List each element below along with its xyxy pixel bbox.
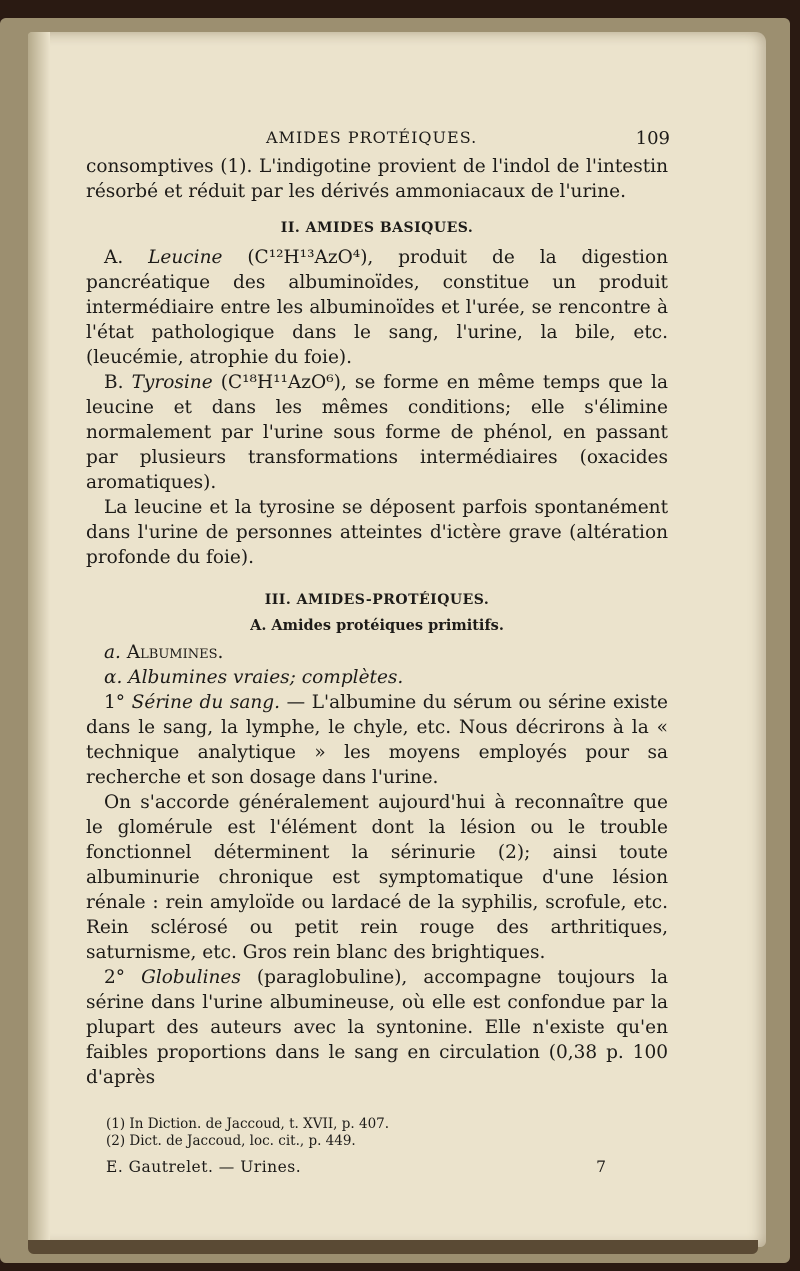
paragraph-glomerule: On s'accorde généralement aujourd'hui à reconnaître que le glomérule est l'élément dont la lésion ou le trouble fonctionnel déterminent la sérinurie (2); ainsi toute albuminurie chronique est symptomatique d'une lésion rénale : rein amyloïde ou lardacé de la syphilis, scrofule, etc. Rein sclérosé ou petit rein rouge des arthritiques, saturnisme, etc. Gros rein blanc des brightiques.: [86, 792, 668, 963]
item-albumines-vraies: [86, 665, 668, 690]
leucine-name: Leucine: [148, 247, 223, 268]
paragraph-tyrosine: [86, 370, 668, 495]
serine-text: — L'albumine du sérum ou sérine existe dans le sang, la lymphe, le chyle, etc. Nous décrirons à la « technique analytique » les moyens employés pour sa recherche et son dosage dans l'urine.: [86, 692, 668, 788]
running-head: [86, 122, 668, 152]
paragraph-deposit: La leucine et la tyrosine se déposent parfois spontanément dans l'urine de personnes atteintes d'ictère grave (altération profonde du foie).: [86, 497, 668, 568]
footnote: (1) In Diction. de Jaccoud, t. XVII, p. 407.: [106, 1116, 390, 1132]
page-content: [86, 122, 668, 1180]
paragraph-intro: consomptives (1). L'indigotine provient de l'indol de l'intestin résorbé et réduit par les dérivés ammoniacaux de l'urine.: [86, 156, 668, 202]
tyrosine-label: B.: [104, 372, 132, 393]
item-a-label: a.: [104, 642, 127, 663]
tyrosine-name: Tyrosine: [131, 372, 213, 393]
paragraph-globulines: [86, 965, 668, 1090]
running-head-title: AMIDES PROTÉIQUES.: [266, 128, 478, 147]
section-title-amides-basiques: II. AMIDES BASIQUES.: [280, 220, 474, 236]
tyrosine-text: (C¹⁸H¹¹AzO⁶), se forme en même temps que la leucine et dans les mêmes conditions; elle s'élimine normalement par l'urine sous forme de phénol, en passant par plusieurs transformations intermédiaires (oxacides aromatiques).: [86, 372, 668, 493]
item-alpha-text: α. Albumines vraies; complètes.: [104, 667, 404, 688]
item-albumines: [86, 640, 668, 665]
book-page: [28, 32, 766, 1247]
globulines-label: 2°: [104, 967, 142, 988]
page-number: 109: [635, 128, 670, 149]
page-gutter: [28, 32, 50, 1247]
paragraph-leucine: [86, 245, 668, 370]
leucine-text: (C¹²H¹³AzO⁴), produit de la digestion pancréatique des albuminoïdes, constitue un produit intermédiaire entre les albuminoïdes et l'urée, se rencontre à l'état pathologique dans le sang, l'urine, la bile, etc. (leucémie, atrophie du foie).: [86, 247, 668, 368]
section-title-amides-proteiques: III. AMIDES-PROTÉIQUES.: [264, 592, 490, 608]
serine-name: Sérine du sang.: [131, 692, 281, 713]
footnote: (2) Dict. de Jaccoud, loc. cit., p. 449.: [106, 1133, 356, 1149]
signature-author: E. Gautrelet. — Urines.: [106, 1158, 302, 1176]
book-bottom-edge: [28, 1240, 758, 1254]
subsection-title-primitifs: A. Amides protéiques primitifs.: [250, 617, 504, 634]
item-a-text: Albumines.: [126, 642, 224, 663]
globulines-name: Globulines: [141, 967, 241, 988]
leucine-label: A.: [104, 247, 149, 268]
globulines-text: (paraglobuline), accompagne toujours la sérine dans l'urine albumineuse, où elle est confondue par la plupart des auteurs avec la syntonine. Elle n'existe qu'en faibles proportions dans le sang en circulation (0,38 p. 100 d'après: [86, 967, 668, 1088]
signature-mark: 7: [596, 1158, 606, 1176]
serine-label: 1°: [104, 692, 132, 713]
signature-line: [86, 1156, 668, 1180]
footnotes: [86, 1116, 668, 1150]
paragraph-serine: [86, 690, 668, 790]
